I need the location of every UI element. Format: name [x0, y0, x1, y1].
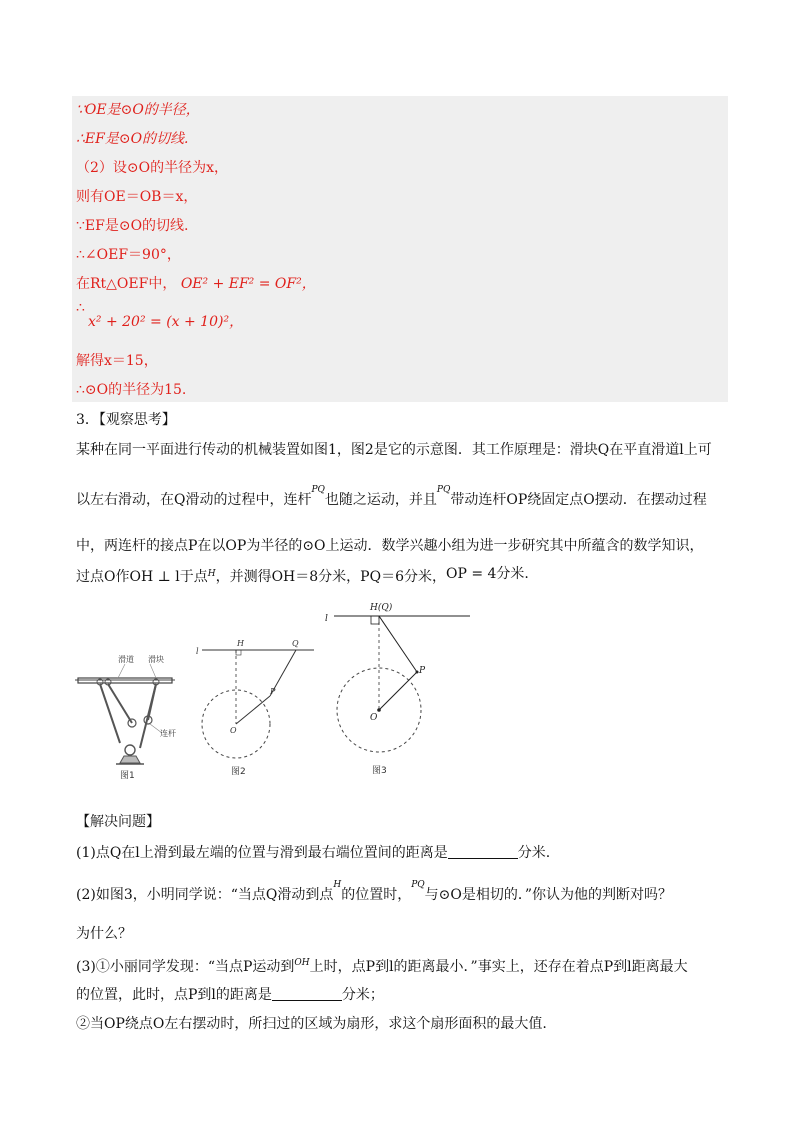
q1-text: (1)点Q在l上滑到最左端的位置与滑到最右端位置间的距离是	[76, 845, 448, 861]
problem-paragraph-4	[76, 567, 529, 589]
fig2-label-l: l	[196, 647, 199, 656]
solution-line-3: （2）设⊙O的半径为x，	[76, 160, 229, 176]
solution-line-1: ∵OE是⊙O的半径，	[76, 102, 200, 118]
q3-oh: OH	[294, 958, 310, 968]
questions-heading: 【解决问题】	[76, 814, 160, 830]
q1-answer-blank[interactable]	[448, 844, 518, 859]
figure-3	[325, 602, 470, 776]
figures	[70, 598, 490, 788]
q2-h: H	[333, 880, 342, 890]
fig2-label-h: H	[237, 639, 244, 648]
fig1-label-slide: 滑道	[118, 655, 134, 664]
p4-part-c: OP = 4分米.	[445, 566, 529, 582]
fig3-label-l: l	[325, 614, 328, 624]
question-3	[76, 957, 688, 979]
p4-h: H	[207, 569, 216, 579]
solution-line-8-therefore: ∴	[76, 300, 85, 316]
question-1	[76, 843, 550, 863]
fig2-label-q: Q	[292, 639, 299, 648]
q3-answer-blank[interactable]	[272, 986, 342, 1001]
solution-line-8-formula: x² + 20² = (x + 10)²，	[88, 314, 244, 330]
q3-part-a: (3)①小丽同学发现：“当点P运动到	[76, 959, 295, 975]
p2-pq-1: PQ	[311, 485, 325, 495]
problem-paragraph-1: 某种在同一平面进行传动的机械装置如图1，图2是它的示意图．其工作原理是：滑块Q在平直滑道l上可	[76, 442, 712, 458]
p2-pq-2: PQ	[436, 485, 451, 495]
problem-paragraph-2	[76, 485, 707, 512]
p2-part-a: 以左右滑动，在Q滑动的过程中，连杆	[76, 492, 312, 508]
q3-part-c: 的位置，此时，点P到l的距离是	[76, 987, 272, 1003]
solution-line-2: ∴EF是⊙O的切线.	[76, 131, 189, 147]
q3-part-b: 上时，点P到l的距离最小．”事实上，还存在着点P到l距离最大	[309, 959, 688, 975]
question-3-part-2: ②当OP绕点O左右摆动时，所扫过的区域为扇形，求这个扇形面积的最大值.	[76, 1016, 547, 1032]
solution-line-7-text: 在Rt△OEF中，	[76, 276, 177, 292]
fig2-label-o: O	[230, 726, 237, 735]
q2-part-c: 与⊙O是相切的．”你认为他的判断对吗？	[424, 887, 673, 903]
fig2-caption: 图2	[231, 767, 246, 777]
p2-part-c: 带动连杆OP绕固定点O摆动．在摆动过程	[450, 492, 707, 508]
p2-part-b: 也随之运动，并且	[324, 492, 437, 508]
fig3-caption: 图3	[372, 766, 387, 776]
q2-part-b: 的位置时，	[341, 887, 412, 903]
solution-line-7-formula: OE² + EF² = OF²，	[180, 276, 316, 292]
fig3-label-o: O	[370, 713, 378, 723]
fig3-label-hq: H(Q)	[370, 603, 393, 613]
fig2-label-p: P	[270, 687, 276, 696]
solution-line-5: ∵EF是⊙O的切线.	[76, 218, 189, 234]
figure-1	[75, 654, 176, 781]
question-2-cont: 为什么？	[76, 926, 132, 942]
solution-line-6: ∴∠OEF＝90°，	[76, 247, 181, 263]
solution-line-10: ∴⊙O的半径为15.	[76, 382, 187, 398]
fig1-label-rod: 连杆	[160, 729, 176, 738]
solution-line-4: 则有OE＝OB＝x，	[76, 189, 198, 205]
q1-unit: 分米.	[517, 845, 551, 861]
solution-line-9: 解得x＝15，	[76, 353, 158, 369]
q2-part-a: (2)如图3，小明同学说：“当点Q滑动到点	[76, 887, 334, 903]
question-2	[76, 880, 673, 907]
q2-pq: PQ	[411, 880, 425, 890]
problem-paragraph-3: 中，两连杆的接点P在以OP为半径的⊙O上运动．数学兴趣小组为进一步研究其中所蕴含的数学知识，	[76, 538, 704, 554]
solution-line-7	[76, 274, 316, 294]
p4-part-b: ，并测得OH＝8分米，PQ＝6分米，	[215, 569, 446, 585]
problem-heading: 3．【观察思考】	[76, 412, 176, 428]
question-3-cont	[76, 985, 384, 1005]
fig1-label-block: 滑块	[148, 655, 164, 664]
figure-2	[196, 639, 314, 777]
fig3-label-p: P	[419, 666, 426, 676]
fig1-caption: 图1	[120, 771, 135, 781]
q3-part-d: 分米；	[341, 987, 384, 1003]
p4-part-a: 过点O作OH ⊥ l于点	[76, 569, 208, 585]
